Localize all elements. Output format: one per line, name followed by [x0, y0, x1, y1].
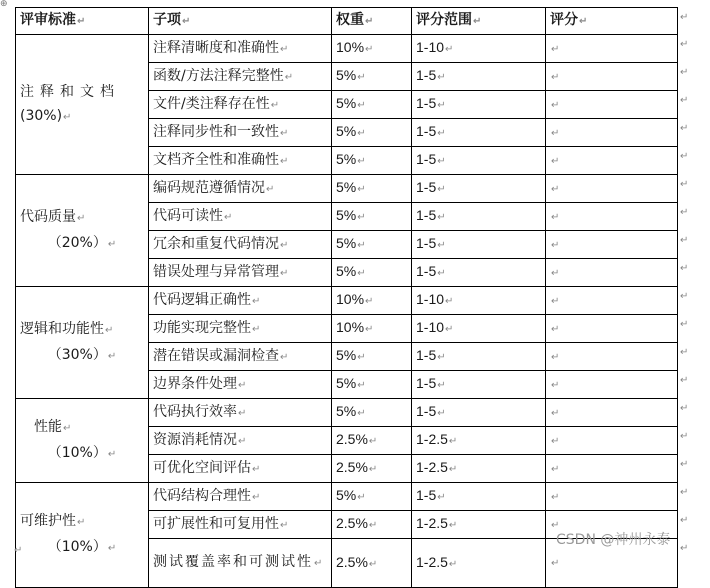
weight-text: 2.5%: [336, 515, 368, 531]
paragraph-mark: ↵: [448, 520, 458, 531]
range-cell: [412, 203, 546, 231]
weight-cell: [332, 427, 412, 455]
item-text: 潜在错误或漏洞检查: [153, 347, 279, 364]
paragraph-mark: ↵: [252, 323, 261, 335]
criterion-cell: [16, 483, 149, 588]
paragraph-mark: ↵: [551, 239, 560, 251]
item-text: 测试覆盖率和可测试性: [153, 554, 313, 570]
paragraph-mark: ↵: [551, 295, 560, 307]
criterion-weight: [20, 104, 144, 130]
table-row: [16, 399, 678, 427]
criterion-cell: [16, 399, 149, 483]
weight-text: 5%: [336, 207, 357, 223]
item-text: 代码结构合理性: [153, 487, 251, 504]
weight-cell: [332, 399, 412, 427]
weight-text: 2.5%: [336, 431, 368, 447]
paragraph-mark: ↵: [368, 558, 378, 570]
paragraph-mark: ↵: [280, 43, 289, 55]
weight-cell: [332, 147, 412, 175]
paragraph-mark: ↵: [551, 407, 560, 419]
range-text: 1-2.5: [416, 459, 448, 475]
score-cell[interactable]: [546, 203, 678, 231]
paragraph-mark: ↵: [357, 380, 366, 391]
paragraph-mark: ↵: [105, 324, 114, 336]
table-anchor-icon[interactable]: ⊕: [0, 0, 8, 9]
paragraph-mark: ↵: [551, 463, 560, 475]
paragraph-mark: ↵: [368, 464, 378, 475]
score-cell[interactable]: [546, 427, 678, 455]
weight-cell: [332, 259, 412, 287]
paragraph-mark: ↵: [266, 183, 275, 195]
paragraph-mark: ↵: [238, 379, 247, 391]
paragraph-mark: ↵: [437, 156, 446, 167]
paragraph-mark: ↵: [445, 296, 454, 307]
paragraph-mark: ↵: [252, 295, 261, 307]
row-end-mark: ↵: [680, 94, 689, 106]
item-text: 文件/类注释存在性: [153, 95, 270, 112]
criterion-weight: [20, 535, 144, 561]
paragraph-mark: ↵: [551, 127, 560, 139]
range-text: 1-5: [416, 347, 437, 363]
weight-cell: [332, 511, 412, 539]
item-cell: [149, 175, 332, 203]
range-text: 1-5: [416, 179, 437, 195]
row-end-mark: ↵: [680, 486, 689, 498]
weight-cell: [332, 35, 412, 63]
table-row: [16, 175, 678, 203]
item-cell: [149, 483, 332, 511]
score-cell[interactable]: [546, 175, 678, 203]
paragraph-mark: ↵: [357, 212, 366, 223]
item-text: 注释清晰度和准确性: [153, 39, 279, 56]
paragraph-mark: ↵: [551, 267, 560, 279]
paragraph-mark: ↵: [238, 407, 247, 419]
paragraph-mark: ↵: [551, 71, 560, 83]
range-text: 1-2.5: [416, 553, 448, 570]
paragraph-mark: ↵: [357, 352, 366, 363]
weight-cell: [332, 315, 412, 343]
paragraph-mark: ↵: [551, 155, 560, 167]
paragraph-mark: ↵: [357, 100, 366, 111]
weight-cell: [332, 343, 412, 371]
weight-cell: [332, 287, 412, 315]
paragraph-mark: ↵: [437, 380, 446, 391]
weight-cell: [332, 119, 412, 147]
range-cell: [412, 147, 546, 175]
paragraph-mark: ↵: [107, 448, 117, 460]
paragraph-mark: ↵: [551, 351, 560, 363]
criterion-weight-text: （10%）: [47, 539, 107, 555]
paragraph-mark: ↵: [280, 127, 289, 139]
item-cell: [149, 63, 332, 91]
range-text: 1-5: [416, 151, 437, 167]
criterion-name-text: 性能: [34, 418, 62, 435]
paragraph-mark: ↵: [357, 408, 366, 419]
paragraph-mark: ↵: [445, 44, 454, 55]
criterion-name: [20, 317, 144, 343]
header-score-text: 评分: [550, 12, 578, 28]
item-cell: [149, 231, 332, 259]
paragraph-mark: ↵: [365, 324, 374, 335]
score-cell[interactable]: [546, 63, 678, 91]
paragraph-mark: ↵: [437, 268, 446, 279]
range-cell: [412, 539, 546, 588]
paragraph-mark: ↵: [107, 238, 117, 250]
row-end-mark: ↵: [680, 234, 689, 246]
criterion-name-text: 注释和文档: [20, 83, 120, 100]
paragraph-mark: ↵: [448, 464, 458, 475]
row-end-mark: ↵: [680, 542, 689, 554]
paragraph-mark: ↵: [551, 379, 560, 391]
row-end-mark: ↵: [680, 346, 689, 358]
score-cell[interactable]: [546, 483, 678, 511]
range-text: 1-5: [416, 403, 437, 419]
criterion-weight: [20, 231, 144, 257]
paragraph-mark: ↵: [77, 16, 86, 27]
header-criterion-text: 评审标准: [20, 12, 76, 28]
range-cell: [412, 483, 546, 511]
row-end-mark: ↵: [680, 290, 689, 302]
item-cell: [149, 147, 332, 175]
header-weight-text: 权重: [336, 12, 364, 28]
header-score: [546, 8, 678, 35]
paragraph-mark: ↵: [368, 436, 378, 447]
criterion-cell: [16, 35, 149, 175]
criterion-weight-text: （20%）: [47, 234, 107, 251]
paragraph-mark: ↵: [365, 296, 374, 307]
paragraph-mark: ↵: [357, 128, 366, 139]
item-cell: [149, 371, 332, 399]
paragraph-mark: ↵: [357, 240, 366, 251]
rubric-body: [16, 35, 678, 588]
paragraph-mark: ↵: [77, 212, 86, 224]
paragraph-mark: ↵: [551, 323, 560, 335]
weight-cell: [332, 483, 412, 511]
paragraph-mark: ↵: [368, 520, 378, 531]
weight-text: 5%: [336, 123, 357, 139]
weight-text: 10%: [336, 39, 365, 55]
paragraph-mark: ↵: [107, 543, 117, 554]
row-end-mark: ↵: [680, 150, 689, 162]
item-text: 代码可读性: [153, 207, 223, 224]
range-text: 1-5: [416, 375, 437, 391]
item-cell: [149, 35, 332, 63]
row-end-mark: ↵: [680, 11, 689, 23]
item-text: 冗余和重复代码情况: [153, 235, 279, 252]
score-cell[interactable]: [546, 119, 678, 147]
item-cell: [149, 287, 332, 315]
document-end-paragraph-mark: ↵: [14, 545, 23, 556]
paragraph-mark: ↵: [182, 16, 191, 27]
row-end-mark: ↵: [680, 38, 689, 50]
range-cell: [412, 371, 546, 399]
range-text: 1-10: [416, 39, 445, 55]
paragraph-mark: ↵: [357, 156, 366, 167]
range-cell: [412, 427, 546, 455]
item-cell: [149, 399, 332, 427]
range-text: 1-10: [416, 319, 445, 335]
item-text: 编码规范遵循情况: [153, 179, 265, 196]
paragraph-mark: ↵: [551, 211, 560, 223]
score-cell[interactable]: [546, 287, 678, 315]
paragraph-mark: ↵: [252, 491, 261, 503]
criterion-name: [20, 205, 144, 231]
score-cell[interactable]: [546, 315, 678, 343]
range-cell: [412, 399, 546, 427]
range-cell: [412, 287, 546, 315]
paragraph-mark: ↵: [284, 71, 294, 83]
paragraph-mark: ↵: [280, 351, 289, 363]
weight-cell: [332, 91, 412, 119]
criterion-name: [20, 415, 144, 441]
paragraph-mark: ↵: [280, 155, 289, 167]
range-cell: [412, 35, 546, 63]
header-item: [149, 8, 332, 35]
row-end-mark: ↵: [680, 122, 689, 134]
paragraph-mark: ↵: [63, 111, 72, 123]
paragraph-mark: ↵: [437, 492, 446, 503]
item-cell: [149, 203, 332, 231]
weight-text: 5%: [336, 67, 357, 83]
paragraph-mark: ↵: [437, 72, 446, 83]
weight-text: 5%: [336, 95, 357, 111]
paragraph-mark: ↵: [280, 519, 289, 531]
criterion-cell: [16, 287, 149, 399]
item-text: 代码执行效率: [153, 403, 237, 420]
weight-text: 5%: [336, 487, 357, 503]
row-end-mark: ↵: [680, 402, 689, 414]
range-text: 1-5: [416, 487, 437, 503]
paragraph-mark: ↵: [445, 324, 454, 335]
score-cell[interactable]: [546, 35, 678, 63]
item-cell: [149, 91, 332, 119]
weight-text: 2.5%: [336, 553, 368, 570]
weight-text: 10%: [336, 291, 365, 307]
paragraph-mark: ↵: [551, 183, 560, 195]
weight-cell: [332, 539, 412, 588]
criterion-name-text: 代码质量: [20, 208, 76, 225]
rubric-table: [15, 7, 678, 588]
score-cell[interactable]: [546, 343, 678, 371]
row-end-mark: ↵: [680, 66, 689, 78]
item-text: 代码逻辑正确性: [153, 291, 251, 308]
criterion-name-text: 可维护性: [20, 513, 76, 529]
header-criterion: [16, 8, 149, 35]
row-end-mark: ↵: [680, 318, 689, 330]
paragraph-mark: ↵: [551, 519, 560, 531]
paragraph-mark: ↵: [551, 558, 560, 569]
item-cell: [149, 455, 332, 483]
criterion-weight-text: （30%）: [47, 346, 107, 363]
header-range-text: 评分范围: [416, 12, 472, 28]
paragraph-mark: ↵: [437, 100, 446, 111]
item-cell: [149, 343, 332, 371]
paragraph-mark: ↵: [357, 268, 366, 279]
item-text: 边界条件处理: [153, 375, 237, 392]
score-cell[interactable]: [546, 91, 678, 119]
weight-text: 5%: [336, 235, 357, 251]
paragraph-mark: ↵: [357, 72, 366, 83]
weight-cell: [332, 63, 412, 91]
weight-text: 5%: [336, 179, 357, 195]
csdn-watermark: CSDN @神州永泰: [556, 532, 671, 548]
table-header-row: [16, 8, 678, 35]
range-text: 1-5: [416, 263, 437, 279]
criterion-weight-text: (30%): [20, 107, 63, 124]
weight-text: 5%: [336, 347, 357, 363]
paragraph-mark: ↵: [357, 184, 366, 195]
range-cell: [412, 511, 546, 539]
paragraph-mark: ↵: [280, 267, 289, 279]
paragraph-mark: ↵: [437, 184, 446, 195]
range-cell: [412, 63, 546, 91]
criterion-name: [20, 509, 144, 535]
paragraph-mark: ↵: [357, 492, 366, 503]
weight-cell: [332, 231, 412, 259]
range-text: 1-5: [416, 95, 437, 111]
header-range: [412, 8, 546, 35]
paragraph-mark: ↵: [77, 517, 86, 528]
row-end-mark: ↵: [680, 178, 689, 190]
row-end-mark: ↵: [680, 206, 689, 218]
table-row: [16, 35, 678, 63]
paragraph-mark: ↵: [63, 422, 72, 434]
item-cell: [149, 511, 332, 539]
criterion-name: [20, 80, 144, 104]
paragraph-mark: ↵: [224, 211, 233, 223]
item-text: 功能实现完整性: [153, 319, 251, 336]
criterion-weight: [20, 441, 144, 467]
paragraph-mark: ↵: [551, 435, 560, 447]
range-cell: [412, 315, 546, 343]
item-text: 可扩展性和可复用性: [153, 515, 279, 532]
range-cell: [412, 259, 546, 287]
score-cell[interactable]: [546, 399, 678, 427]
paragraph-mark: ↵: [437, 240, 446, 251]
paragraph-mark: ↵: [437, 352, 446, 363]
item-cell: [149, 259, 332, 287]
criterion-cell: [16, 175, 149, 287]
paragraph-mark: ↵: [551, 43, 560, 55]
item-cell: [149, 427, 332, 455]
criterion-weight: [20, 343, 144, 369]
weight-cell: [332, 203, 412, 231]
header-item-text: 子项: [153, 12, 181, 28]
weight-text: 5%: [336, 375, 357, 391]
paragraph-mark: ↵: [437, 128, 446, 139]
score-cell[interactable]: [546, 371, 678, 399]
paragraph-mark: ↵: [252, 463, 261, 475]
weight-cell: [332, 371, 412, 399]
range-cell: [412, 455, 546, 483]
item-text: 资源消耗情况: [153, 431, 237, 448]
range-cell: [412, 231, 546, 259]
paragraph-mark: ↵: [473, 16, 482, 27]
range-cell: [412, 343, 546, 371]
paragraph-mark: ↵: [448, 558, 458, 570]
item-cell: [149, 119, 332, 147]
range-text: 1-5: [416, 123, 437, 139]
paragraph-mark: ↵: [365, 16, 374, 27]
weight-text: 5%: [336, 151, 357, 167]
weight-text: 5%: [336, 263, 357, 279]
item-text: 函数/方法注释完整性: [153, 67, 284, 84]
table-row: [16, 483, 678, 511]
item-text: 文档齐全性和准确性: [153, 151, 279, 168]
item-text: 错误处理与异常管理: [153, 263, 279, 280]
range-cell: [412, 175, 546, 203]
weight-text: 2.5%: [336, 459, 368, 475]
item-text: 注释同步性和一致性: [153, 123, 279, 140]
range-cell: [412, 91, 546, 119]
weight-text: 5%: [336, 403, 357, 419]
range-text: 1-5: [416, 235, 437, 251]
row-end-mark: ↵: [680, 262, 689, 274]
table-row: [16, 287, 678, 315]
range-text: 1-5: [416, 67, 437, 83]
paragraph-mark: ↵: [365, 44, 374, 55]
range-text: 1-2.5: [416, 515, 448, 531]
score-cell[interactable]: [546, 231, 678, 259]
paragraph-mark: ↵: [238, 435, 247, 447]
paragraph-mark: ↵: [107, 350, 117, 362]
paragraph-mark: ↵: [579, 16, 588, 27]
paragraph-mark: ↵: [437, 408, 446, 419]
weight-cell: [332, 455, 412, 483]
range-text: 1-2.5: [416, 431, 448, 447]
row-end-mark: ↵: [680, 430, 689, 442]
paragraph-mark: ↵: [270, 99, 280, 111]
criterion-name-text: 逻辑和功能性: [20, 320, 104, 337]
range-cell: [412, 119, 546, 147]
row-end-mark: ↵: [680, 458, 689, 470]
item-cell: [149, 539, 332, 588]
paragraph-mark: ↵: [280, 239, 289, 251]
paragraph-mark: ↵: [437, 212, 446, 223]
range-text: 1-10: [416, 291, 445, 307]
header-weight: [332, 8, 412, 35]
criterion-weight-text: （10%）: [47, 444, 107, 461]
item-text: 可优化空间评估: [153, 459, 251, 476]
weight-cell: [332, 175, 412, 203]
paragraph-mark: ↵: [448, 436, 458, 447]
paragraph-mark: ↵: [551, 491, 560, 503]
score-cell[interactable]: [546, 147, 678, 175]
paragraph-mark: ↵: [551, 99, 560, 111]
range-text: 1-5: [416, 207, 437, 223]
weight-text: 10%: [336, 319, 365, 335]
score-cell[interactable]: [546, 455, 678, 483]
paragraph-mark: ↵: [314, 558, 325, 569]
row-end-mark: ↵: [680, 514, 689, 526]
item-cell: [149, 315, 332, 343]
row-end-mark: ↵: [680, 374, 689, 386]
score-cell[interactable]: [546, 259, 678, 287]
